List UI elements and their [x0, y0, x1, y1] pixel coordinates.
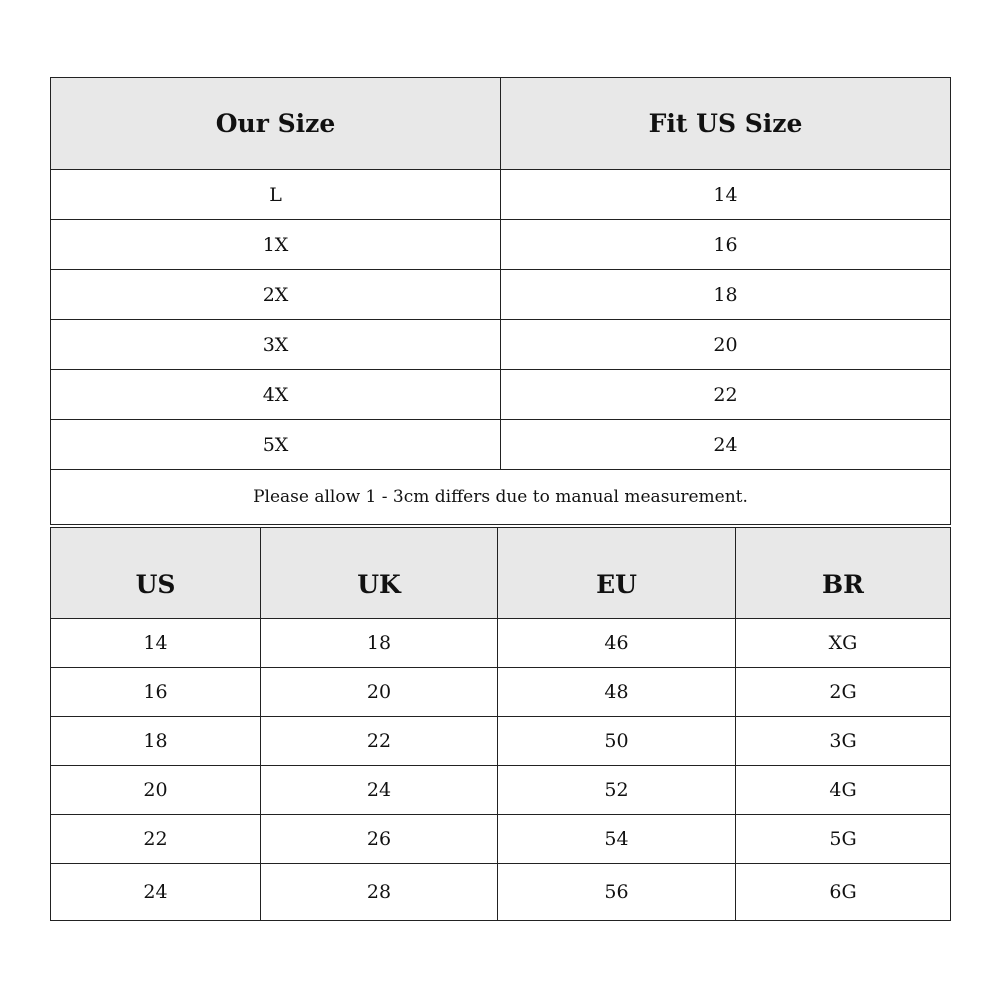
our-size-cell: 2X [51, 270, 501, 320]
header-fit-us-size: Fit US Size [501, 78, 951, 170]
header-our-size: Our Size [51, 78, 501, 170]
note-row [51, 470, 951, 525]
fit-us-size-cell: 18 [501, 270, 951, 320]
eu-cell: 54 [498, 815, 736, 864]
br-cell: XG [736, 619, 951, 668]
table-row [51, 320, 951, 370]
table-row [51, 766, 951, 815]
our-size-cell: 1X [51, 220, 501, 270]
table-row [51, 815, 951, 864]
eu-cell: 48 [498, 668, 736, 717]
eu-cell: 56 [498, 864, 736, 921]
table-row [51, 170, 951, 220]
header-br: BR [736, 528, 951, 619]
uk-cell: 24 [261, 766, 498, 815]
us-cell: 16 [51, 668, 261, 717]
table-row [51, 864, 951, 921]
br-cell: 5G [736, 815, 951, 864]
header-uk: UK [261, 528, 498, 619]
br-cell: 3G [736, 717, 951, 766]
fit-us-size-cell: 14 [501, 170, 951, 220]
uk-cell: 26 [261, 815, 498, 864]
br-cell: 2G [736, 668, 951, 717]
br-cell: 4G [736, 766, 951, 815]
our-size-cell: L [51, 170, 501, 220]
br-cell: 6G [736, 864, 951, 921]
size-conversion-table [50, 527, 951, 921]
uk-cell: 20 [261, 668, 498, 717]
size-chart-header-row [51, 78, 951, 170]
our-size-cell: 5X [51, 420, 501, 470]
uk-cell: 22 [261, 717, 498, 766]
us-cell: 22 [51, 815, 261, 864]
uk-cell: 18 [261, 619, 498, 668]
table-row [51, 220, 951, 270]
us-cell: 18 [51, 717, 261, 766]
table-row [51, 619, 951, 668]
our-size-cell: 4X [51, 370, 501, 420]
conversion-header-row [51, 528, 951, 619]
table-row [51, 420, 951, 470]
eu-cell: 52 [498, 766, 736, 815]
table-row [51, 270, 951, 320]
table-row [51, 668, 951, 717]
us-cell: 20 [51, 766, 261, 815]
fit-us-size-cell: 24 [501, 420, 951, 470]
eu-cell: 50 [498, 717, 736, 766]
header-us: US [51, 528, 261, 619]
our-size-cell: 3X [51, 320, 501, 370]
size-chart-table [50, 77, 951, 525]
fit-us-size-cell: 22 [501, 370, 951, 420]
measurement-note: Please allow 1 - 3cm differs due to manual measurement. [51, 470, 951, 525]
fit-us-size-cell: 20 [501, 320, 951, 370]
us-cell: 24 [51, 864, 261, 921]
eu-cell: 46 [498, 619, 736, 668]
table-row [51, 370, 951, 420]
uk-cell: 28 [261, 864, 498, 921]
fit-us-size-cell: 16 [501, 220, 951, 270]
header-eu: EU [498, 528, 736, 619]
table-row [51, 717, 951, 766]
us-cell: 14 [51, 619, 261, 668]
